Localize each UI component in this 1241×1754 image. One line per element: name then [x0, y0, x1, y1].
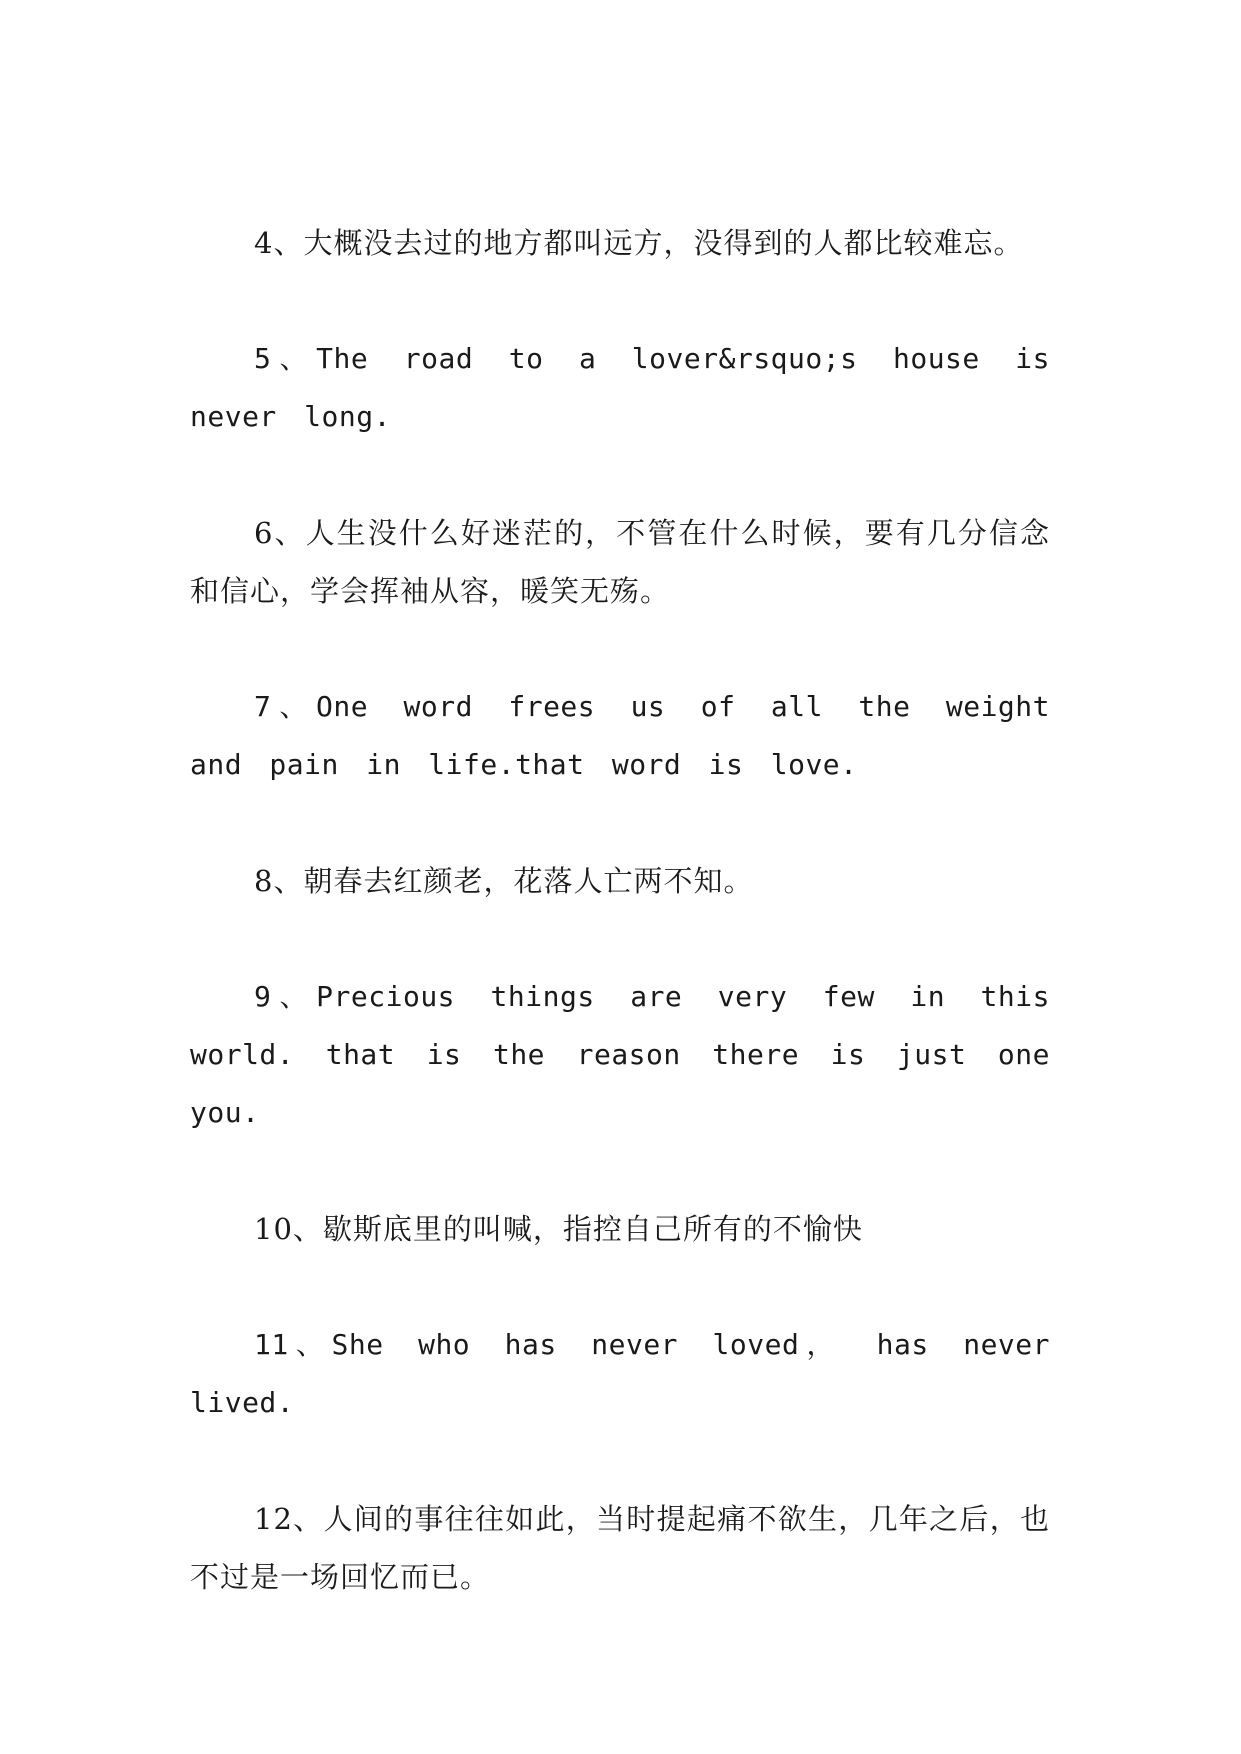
paragraph-4: 4、大概没去过的地方都叫远方，没得到的人都比较难忘。 [254, 226, 1024, 260]
paragraph-6: 6、人生没什么好迷茫的，不管在什么时候，要有几分信念和信心，学会挥袖从容，暖笑无殇。 [190, 516, 1050, 608]
paragraph-9: 9、Precious things are very few in this world. that is the reason there is just one you. [190, 980, 1050, 1129]
paragraph-12: 12、人间的事往往如此，当时提起痛不欲生，几年之后，也不过是一场回忆而已。 [190, 1502, 1050, 1594]
paragraph-7: 7、One word frees us of all the weight and pain in life.that word is love. [190, 690, 1050, 781]
paragraph-8: 8、朝春去红颜老，花落人亡两不知。 [254, 864, 754, 898]
paragraph-5: 5、The road to a lover&rsquo;s house is never long. [190, 342, 1050, 433]
document-body [190, 214, 1050, 1664]
paragraph-11: 11、She who has never loved， has never lived. [190, 1328, 1050, 1419]
paragraph-10: 10、歇斯底里的叫喊，指控自己所有的不愉快 [254, 1212, 863, 1246]
